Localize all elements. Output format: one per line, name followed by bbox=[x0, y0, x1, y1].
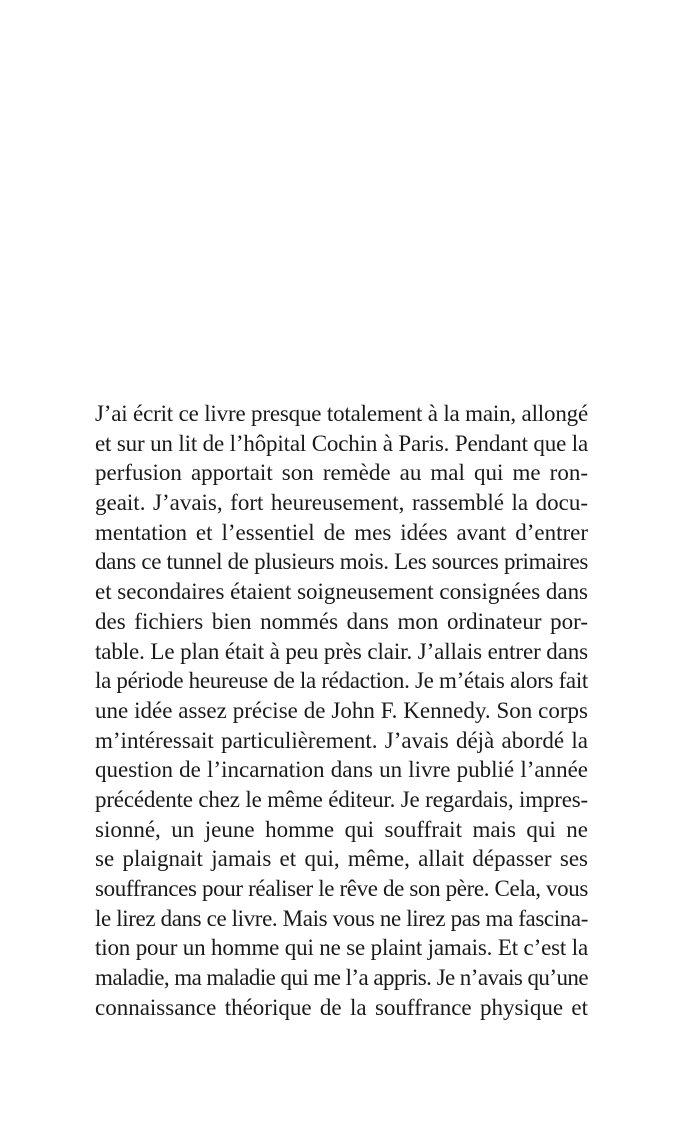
text-line: sionné, un jeune homme qui souffrait mais qui ne bbox=[95, 816, 588, 842]
text-line: connaissance théorique de la souffrance physique et bbox=[95, 994, 588, 1020]
text-line: dans ce tunnel de plusieurs mois. Les sources primaires bbox=[95, 549, 588, 575]
text-line: geait. J’avais, fort heureusement, rassemblé la docu- bbox=[95, 490, 588, 516]
text-line: le lirez dans ce livre. Mais vous ne lirez pas ma fascina- bbox=[95, 905, 588, 931]
text-line: perfusion apportait son remède au mal qui me ron- bbox=[95, 460, 588, 486]
text-line: tion pour un homme qui ne se plaint jamais. Et c’est la bbox=[95, 935, 588, 961]
text-line: question de l’incarnation dans un livre publié l’année bbox=[95, 757, 588, 783]
text-line: se plaignait jamais et qui, même, allait dépasser ses bbox=[95, 846, 588, 872]
text-line: m’intéressait particulièrement. J’avais déjà abordé la bbox=[95, 727, 588, 753]
text-line: la période heureuse de la rédaction. Je m’étais alors fait bbox=[95, 668, 588, 694]
text-line: maladie, ma maladie qui me l’a appris. Je n’avais qu’une bbox=[95, 965, 588, 991]
text-line: une idée assez précise de John F. Kennedy. Son corps bbox=[95, 697, 588, 723]
text-line: J’ai écrit ce livre presque totalement à la main, allongé bbox=[95, 401, 588, 426]
text-line: précédente chez le même éditeur. Je regardais, impres- bbox=[95, 786, 588, 812]
text-line: et sur un lit de l’hôpital Cochin à Paris. Pendant que la bbox=[95, 430, 588, 456]
text-line: table. Le plan était à peu près clair. J’allais entrer dans bbox=[95, 638, 588, 664]
text-line: mentation et l’essentiel de mes idées avant d’entrer bbox=[95, 519, 588, 545]
text-line: souffrances pour réaliser le rêve de son père. Cela, vous bbox=[95, 876, 588, 901]
text-line: des fichiers bien nommés dans mon ordinateur por- bbox=[95, 608, 588, 634]
text-line: et secondaires étaient soigneusement consignées dans bbox=[95, 579, 588, 605]
body-paragraph bbox=[95, 399, 588, 1022]
